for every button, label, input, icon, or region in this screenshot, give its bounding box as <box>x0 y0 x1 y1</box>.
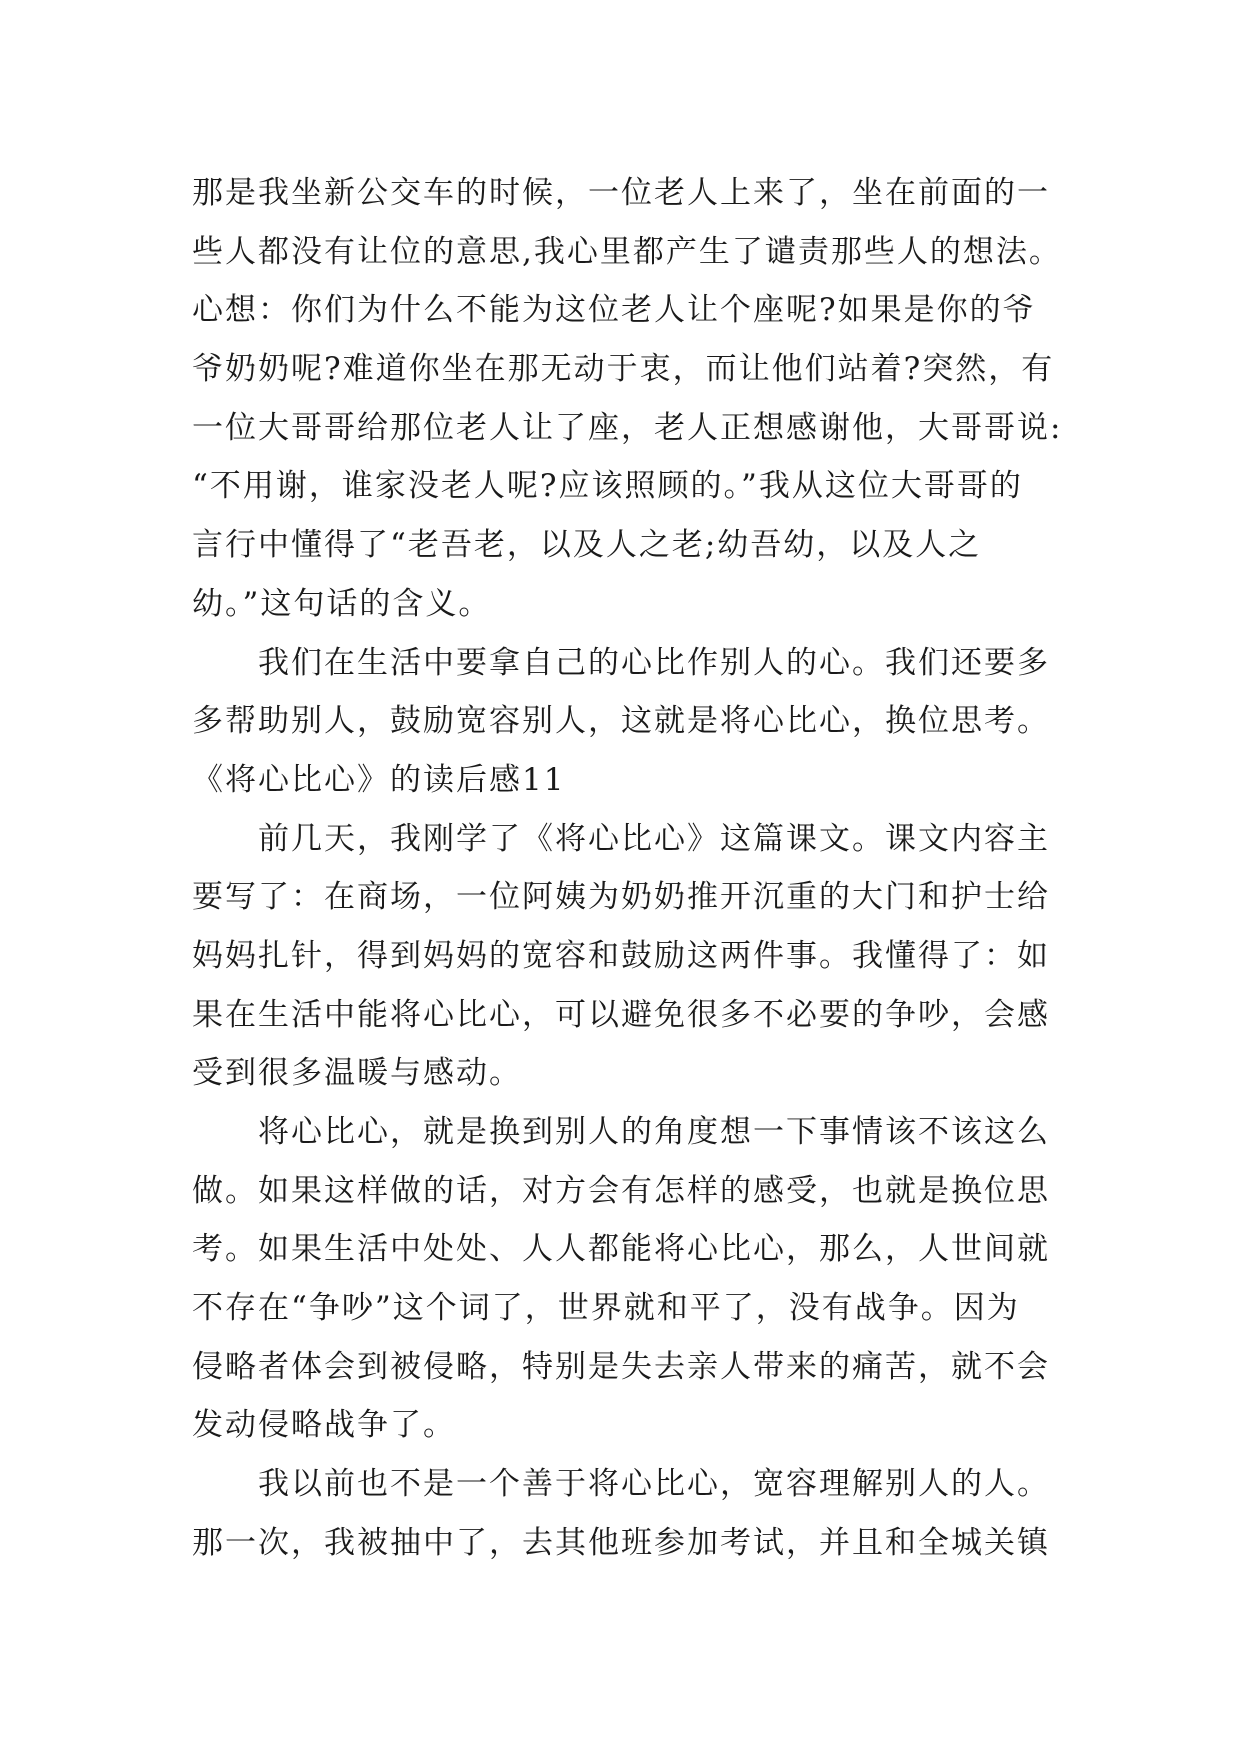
paragraph-first-line: 我们在生活中要拿自己的心比作别人的心。我们还要多 <box>258 644 1050 681</box>
text-line: 侵略者体会到被侵略，特别是失去亲人带来的痛苦，就不会 <box>192 1348 1050 1385</box>
section-heading: 《将心比心》的读后感11 <box>192 761 566 798</box>
text-line: 一位大哥哥给那位老人让了座，老人正想感谢他，大哥哥说: <box>192 409 1063 446</box>
text-line: 爷奶奶呢?难道你坐在那无动于衷，而让他们站着?突然，有 <box>192 351 1055 388</box>
text-line: “不用谢，谁家没老人呢?应该照顾的。”我从这位大哥哥的 <box>192 468 1023 505</box>
text-line: 要写了：在商场，一位阿姨为奶奶推开沉重的大门和护士给 <box>192 879 1050 916</box>
text-line: 受到很多温暖与感动。 <box>192 1055 522 1092</box>
text-line: 做。如果这样做的话，对方会有怎样的感受，也就是换位思 <box>192 1172 1050 1209</box>
text-line: 果在生活中能将心比心，可以避免很多不必要的争吵，会感 <box>192 996 1050 1033</box>
paragraph-first-line: 前几天，我刚学了《将心比心》这篇课文。课文内容主 <box>258 820 1050 857</box>
paragraph-first-line: 我以前也不是一个善于将心比心，宽容理解别人的人。 <box>258 1466 1050 1503</box>
text-line: 妈妈扎针，得到妈妈的宽容和鼓励这两件事。我懂得了：如 <box>192 937 1050 974</box>
text-line: 不存在“争吵”这个词了，世界就和平了，没有战争。因为 <box>192 1290 1020 1327</box>
text-line: 发动侵略战争了。 <box>192 1407 456 1444</box>
text-line: 那是我坐新公交车的时候，一位老人上来了，坐在前面的一 <box>192 175 1050 211</box>
text-line: 幼。”这句话的含义。 <box>192 585 492 622</box>
text-line: 多帮助别人，鼓励宽容别人，这就是将心比心，换位思考。 <box>192 703 1050 740</box>
body-text <box>192 164 1092 1573</box>
text-line: 言行中懂得了“老吾老，以及人之老;幼吾幼，以及人之 <box>192 527 982 564</box>
text-line: 心想：你们为什么不能为这位老人让个座呢?如果是你的爷 <box>192 292 1036 329</box>
text-line: 那一次，我被抽中了，去其他班参加考试，并且和全城关镇 <box>192 1524 1050 1561</box>
text-line: 些人都没有让位的意思,我心里都产生了谴责那些人的想法。 <box>192 233 1062 270</box>
text-line: 考。如果生活中处处、人人都能将心比心，那么，人世间就 <box>192 1231 1050 1268</box>
paragraph-first-line: 将心比心，就是换到别人的角度想一下事情该不该这么 <box>258 1114 1050 1150</box>
